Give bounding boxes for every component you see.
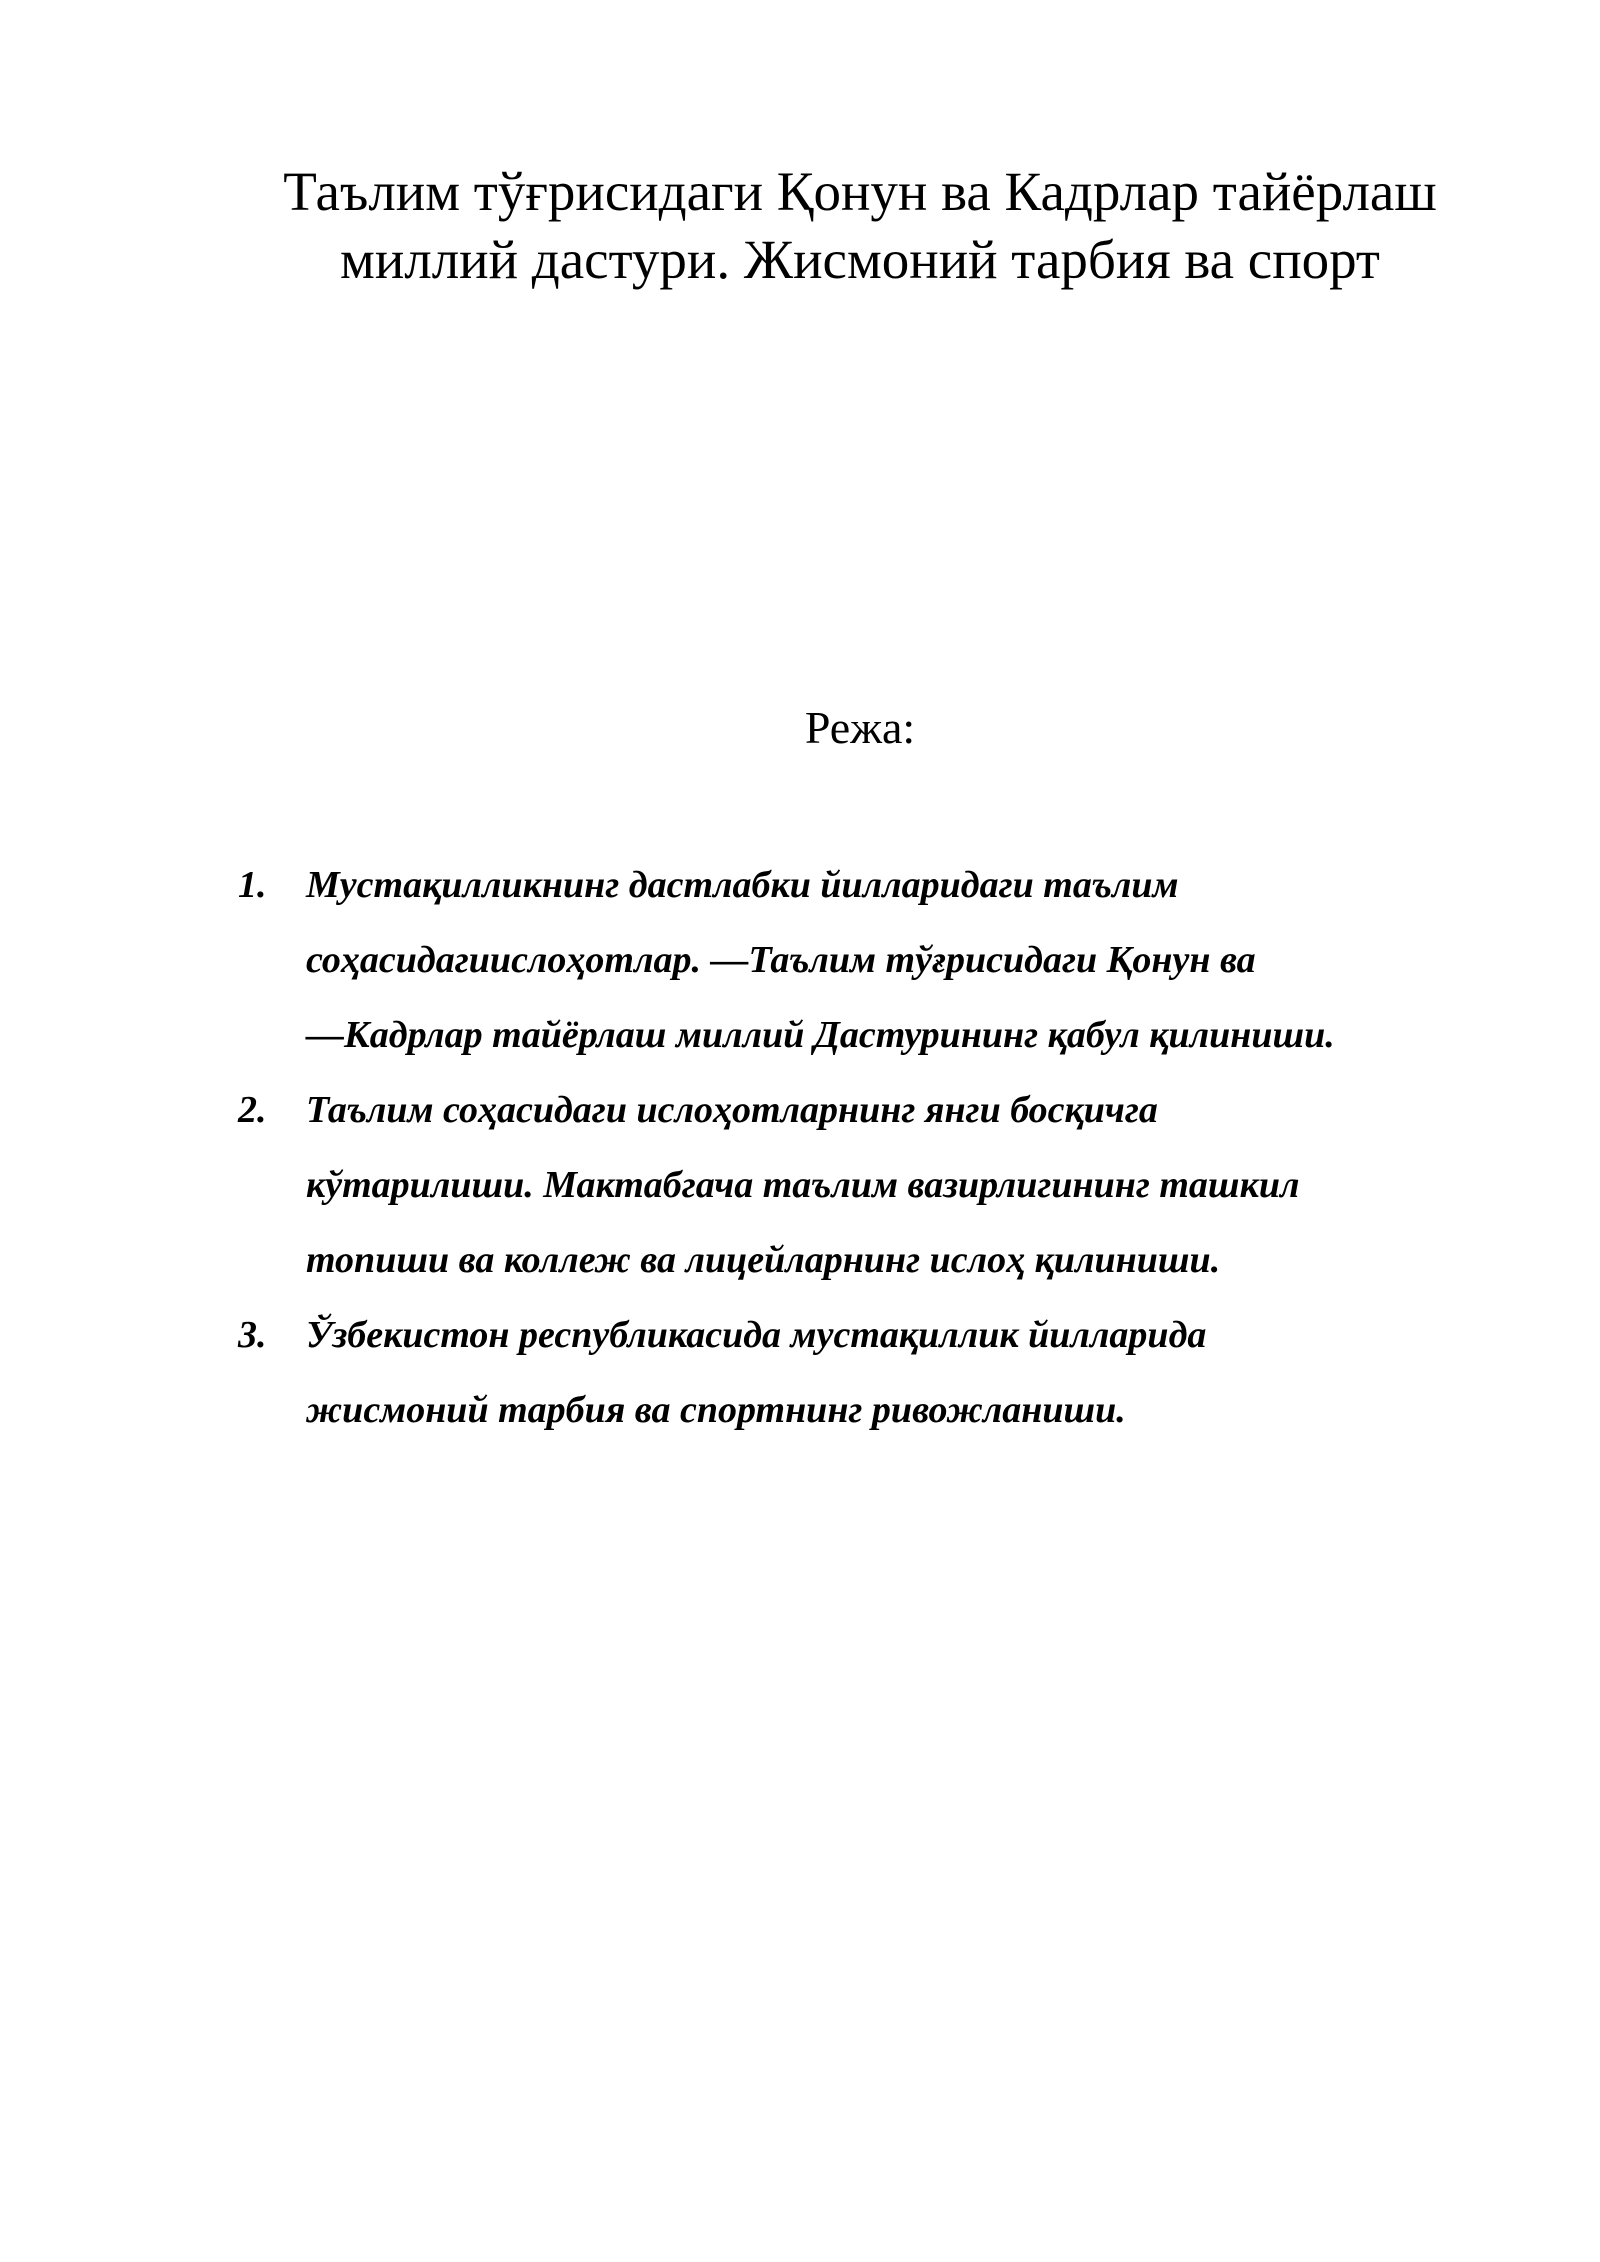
plan-item-line: Ўзбекистон республикасида мустақиллик йилларида [306,1314,1207,1356]
document-title [160,158,1560,294]
plan-item-number: 3. [238,1314,267,1356]
title-line-1: Таълим тўғрисидаги Қонун ва Кадрлар тайёрлаш [283,161,1437,222]
title-line-2: миллий дастури. Жисмоний тарбия ва спорт [340,229,1380,290]
plan-item-2 [238,1073,1538,1298]
plan-item-line: ―Кадрлар тайёрлаш миллий Дастурининг қабул қилиниши. [306,1014,1335,1056]
plan-item-line: кўтарилиши. Мактабгача таълим вазирлигининг ташкил [306,1164,1300,1206]
plan-item-line: Таълим соҳасидаги ислоҳотларнинг янги босқичга [306,1089,1158,1131]
plan-item-1 [238,848,1538,1073]
plan-item-line: соҳасидагиислоҳотлар. ―Таълим тўғрисидаги Қонун ва [306,939,1256,981]
plan-item-number: 1. [238,864,267,906]
plan-list [238,848,1538,1448]
plan-item-3 [238,1298,1538,1448]
plan-item-line: Мустақилликнинг дастлабки йилларидаги таълим [306,864,1179,906]
plan-item-line: жисмоний тарбия ва спортнинг ривожланиши. [306,1389,1126,1431]
plan-heading: Режа: [804,702,916,753]
plan-item-line: топиши ва коллеж ва лицейларнинг ислоҳ қилиниши. [306,1239,1221,1281]
plan-item-number: 2. [238,1089,267,1131]
